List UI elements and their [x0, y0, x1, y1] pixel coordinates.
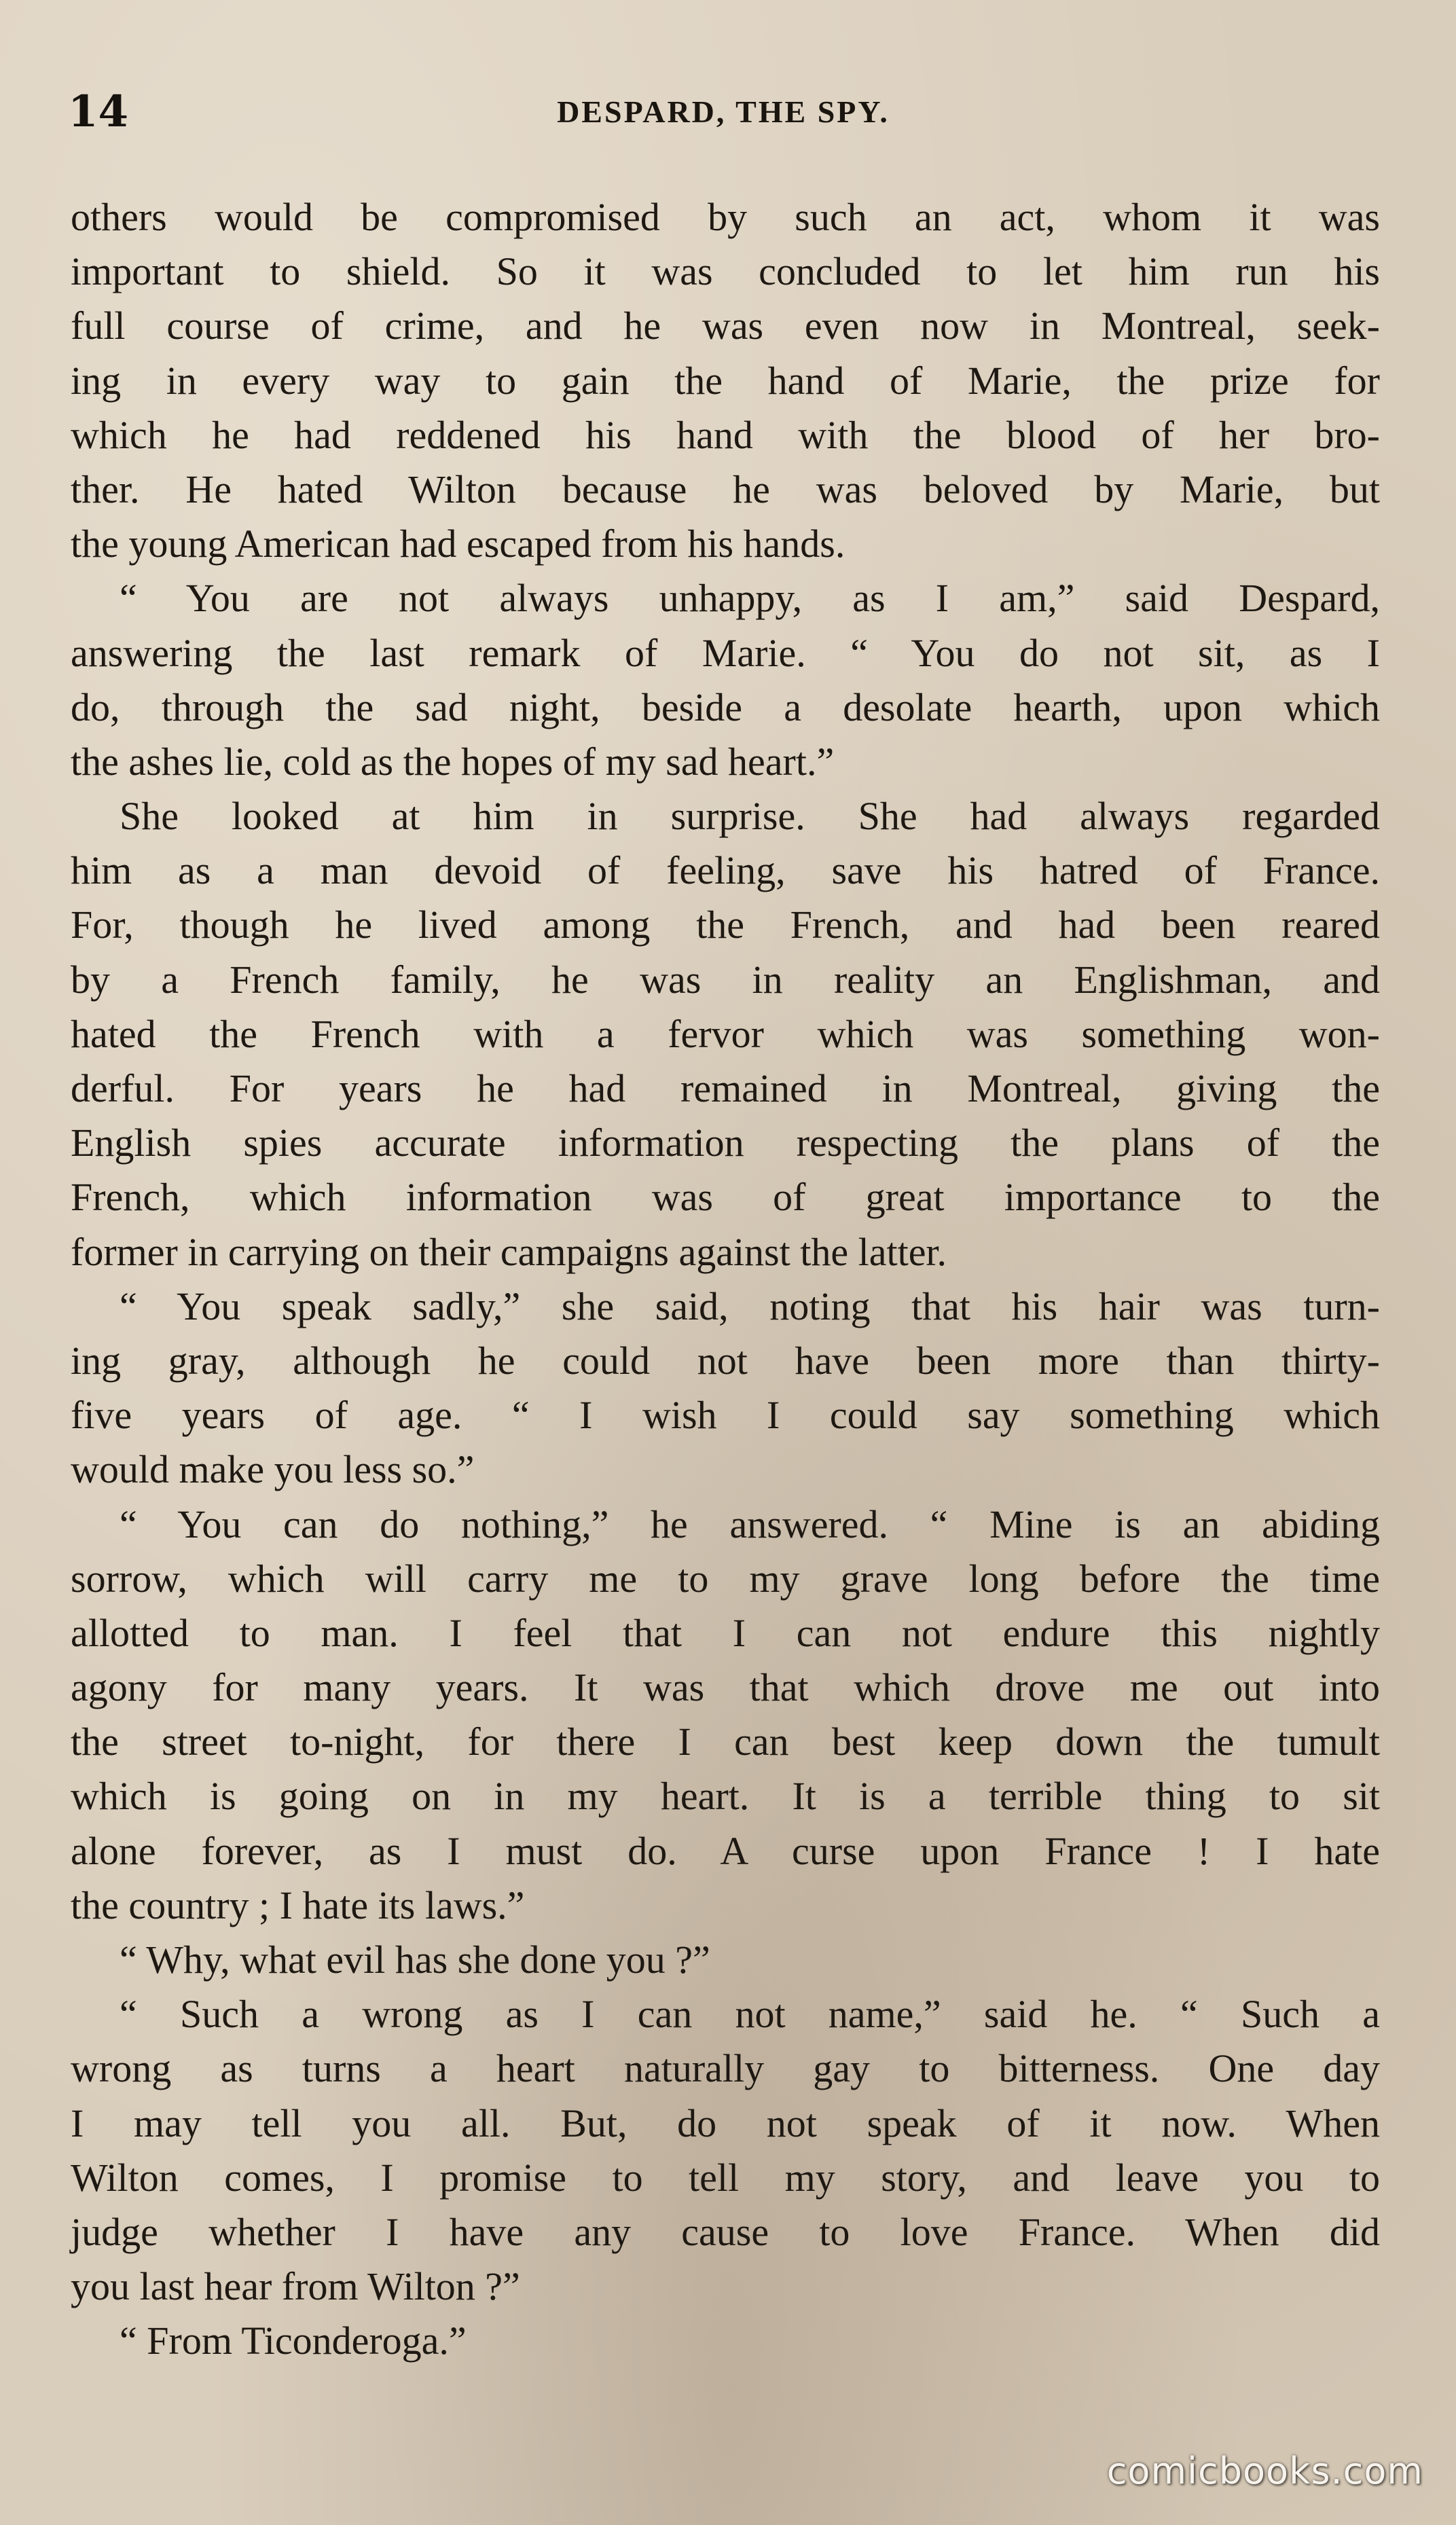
text-line: “ You can do nothing,” he answered. “ Mine is an abiding	[120, 1502, 1380, 1546]
text-line: important to shield. So it was concluded to let him run his	[71, 249, 1380, 294]
text-line: “ You speak sadly,” she said, noting that his hair was turn-	[120, 1284, 1380, 1328]
text-line: sorrow, which will carry me to my grave long before the time	[71, 1556, 1380, 1601]
text-line: judge whether I have any cause to love France. When did	[71, 2209, 1380, 2254]
text-line: five years of age. “ I wish I could say something which	[71, 1393, 1380, 1438]
text-line: which he had reddened his hand with the blood of her bro-	[71, 412, 1380, 457]
text-line: hated the French with a fervor which was something won-	[71, 1011, 1380, 1056]
text-line: agony for many years. It was that which drove me out into	[71, 1665, 1380, 1710]
text-line: ther. He hated Wilton because he was beloved by Marie, but	[71, 467, 1380, 511]
text-line: “ You are not always unhappy, as I am,” said Despard,	[120, 576, 1380, 621]
text-line: She looked at him in surprise. She had always regarded	[120, 794, 1380, 839]
text-line: ing in every way to gain the hand of Marie, the prize for	[71, 358, 1380, 403]
text-line: the ashes lie, cold as the hopes of my sad heart.”	[71, 739, 835, 784]
text-line: English spies accurate information respecting the plans of the	[71, 1121, 1380, 1165]
text-line: French, which information was of great importance to the	[71, 1175, 1380, 1220]
watermark-text: comicbooks.com	[1106, 2450, 1423, 2492]
text-line: Wilton comes, I promise to tell my story, and leave you to	[71, 2155, 1380, 2200]
text-line: answering the last remark of Marie. “ You do not sit, as I	[71, 630, 1380, 675]
page-header	[68, 81, 1379, 143]
text-line: the young American had escaped from his hands.	[71, 522, 845, 566]
text-line: by a French family, he was in reality an Englishman, and	[71, 957, 1380, 1002]
text-line: would make you less so.”	[71, 1447, 475, 1492]
text-line: the street to-night, for there I can best keep down the tumult	[71, 1720, 1380, 1764]
text-line: do, through the sad night, beside a desolate hearth, upon which	[71, 685, 1380, 729]
text-line: “ From Ticonderoga.”	[120, 2319, 467, 2363]
body-text	[71, 190, 1380, 2369]
text-line: former in carrying on their campaigns against the latter.	[71, 1229, 947, 1274]
text-line: wrong as turns a heart naturally gay to bitterness. One day	[71, 2046, 1380, 2091]
text-line: the country ; I hate its laws.”	[71, 1883, 525, 1927]
text-line: you last hear from Wilton ?”	[71, 2264, 520, 2309]
text-line: I may tell you all. But, do not speak of it now. When	[71, 2101, 1380, 2145]
text-line: him as a man devoid of feeling, save his hatred of France.	[71, 848, 1380, 893]
page-number: 14	[68, 86, 129, 137]
text-line: which is going on in my heart. It is a terrible thing to sit	[71, 1774, 1380, 1819]
text-line: allotted to man. I feel that I can not endure this nightly	[71, 1610, 1380, 1655]
text-line: others would be compromised by such an act, whom it was	[71, 195, 1380, 239]
text-line: “ Such a wrong as I can not name,” said he. “ Such a	[120, 1992, 1380, 2037]
text-line: alone forever, as I must do. A curse upon France ! I hate	[71, 1828, 1380, 1873]
text-line: ing gray, although he could not have been more than thirty-	[71, 1338, 1380, 1383]
text-line: For, though he lived among the French, and had been reared	[71, 903, 1380, 947]
running-head: DESPARD, THE SPY.	[557, 94, 890, 129]
text-line: full course of crime, and he was even now in Montreal, seek-	[71, 304, 1380, 348]
text-line: derful. For years he had remained in Montreal, giving the	[71, 1066, 1380, 1110]
text-line: “ Why, what evil has she done you ?”	[120, 1938, 710, 1982]
